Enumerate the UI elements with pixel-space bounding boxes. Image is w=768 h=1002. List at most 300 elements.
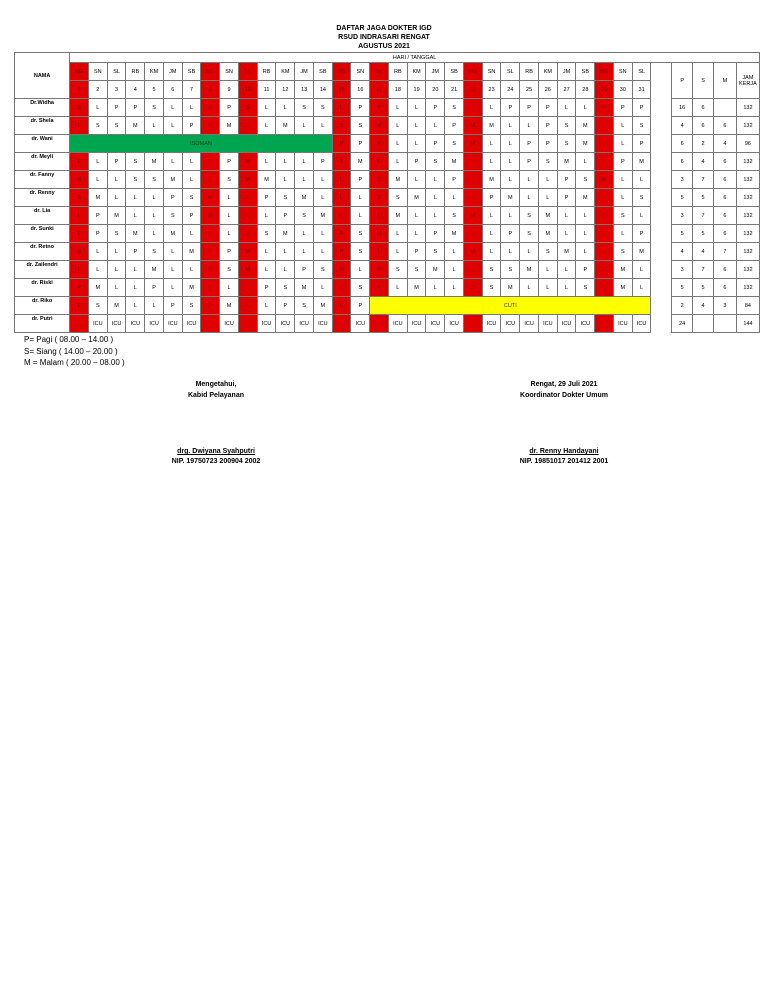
shift-cell: P [370, 99, 389, 117]
day-name-cell: MG [70, 63, 89, 81]
shift-cell: M [70, 243, 89, 261]
date-cell: 1 [70, 81, 89, 99]
shift-cell: L [632, 261, 651, 279]
shift-cell: P [351, 297, 370, 315]
day-name-cell: SN [88, 63, 107, 81]
day-name-cell: MG [595, 63, 614, 81]
shift-cell: M [88, 279, 107, 297]
doctor-name: dr. Shela [15, 117, 70, 135]
shift-cell: P [538, 135, 557, 153]
shift-cell: P [88, 225, 107, 243]
summary-cell-2: 6 [713, 117, 736, 135]
shift-cell: L [332, 171, 351, 189]
shift-cell: P [613, 99, 632, 117]
shift-cell: L [370, 243, 389, 261]
shift-cell: L [313, 243, 332, 261]
shift-cell: S [388, 261, 407, 279]
shift-cell: L [613, 135, 632, 153]
shift-cell: L [107, 243, 126, 261]
shift-cell: L [145, 189, 164, 207]
shift-cell: L [313, 171, 332, 189]
shift-cell: M [407, 279, 426, 297]
shift-cell: M [463, 135, 482, 153]
doctor-name: dr. Zailendri [15, 261, 70, 279]
doctor-row [15, 297, 760, 315]
shift-cell: L [126, 189, 145, 207]
shift-cell: S [332, 153, 351, 171]
day-name-cell: RB [388, 63, 407, 81]
day-name-cell: SL [501, 63, 520, 81]
summary-cell-0: 24 [672, 315, 693, 333]
shift-cell: L [501, 243, 520, 261]
summary-cell-2: 3 [713, 297, 736, 315]
shift-cell: M [163, 171, 182, 189]
shift-cell [463, 315, 482, 333]
shift-cell: M [613, 261, 632, 279]
shift-cell: M [595, 171, 614, 189]
summary-cell-2: 6 [713, 189, 736, 207]
shift-cell: L [313, 189, 332, 207]
shift-cell: L [388, 243, 407, 261]
shift-cell: L [557, 279, 576, 297]
doctor-row [15, 117, 760, 135]
shift-cell: L [613, 117, 632, 135]
shift-cell: M [332, 261, 351, 279]
shift-cell: M [370, 225, 389, 243]
shift-cell: P [107, 153, 126, 171]
shift-cell: S [351, 279, 370, 297]
doctor-row [15, 261, 760, 279]
shift-cell: P [482, 189, 501, 207]
shift-cell: S [220, 171, 239, 189]
shift-cell: P [332, 225, 351, 243]
shift-cell: L [370, 207, 389, 225]
shift-cell: L [576, 225, 595, 243]
day-name-cell: RB [520, 63, 539, 81]
summary-cell-1: 4 [693, 243, 714, 261]
doctor-row [15, 171, 760, 189]
shift-cell: L [388, 153, 407, 171]
shift-cell: M [182, 243, 201, 261]
spacer-cell [651, 189, 672, 207]
summary-cell-1: 5 [693, 225, 714, 243]
shift-cell: S [351, 117, 370, 135]
shift-cell [201, 315, 220, 333]
shift-cell: S [295, 207, 314, 225]
shift-cell: L [482, 153, 501, 171]
doctor-name: Dr.Widha [15, 99, 70, 117]
shift-cell: L [463, 225, 482, 243]
shift-cell: P [276, 297, 295, 315]
shift-cell: S [501, 261, 520, 279]
shift-cell: L [426, 207, 445, 225]
shift-cell: L [426, 189, 445, 207]
shift-cell: L [407, 135, 426, 153]
summary-cell-0: 16 [672, 99, 693, 117]
summary-cell-1: 5 [693, 189, 714, 207]
shift-cell: L [520, 171, 539, 189]
shift-cell: S [613, 243, 632, 261]
summary-cell-3: 132 [736, 261, 759, 279]
shift-cell: L [126, 261, 145, 279]
shift-cell: P [557, 171, 576, 189]
shift-cell: S [595, 279, 614, 297]
summary-header-2: M [713, 63, 736, 99]
shift-cell: S [445, 99, 464, 117]
summary-cell-2: 6 [713, 171, 736, 189]
shift-cell: L [163, 117, 182, 135]
legend-pagi: P= Pagi ( 08.00 – 14.00 ) [24, 335, 114, 344]
shift-cell: L [463, 99, 482, 117]
shift-cell: L [220, 207, 239, 225]
doctor-name: dr. Retno [15, 243, 70, 261]
day-name-cell: SL [238, 63, 257, 81]
shift-cell: P [126, 243, 145, 261]
shift-cell: M [313, 297, 332, 315]
shift-cell: ICU [351, 315, 370, 333]
shift-cell: ICU [182, 315, 201, 333]
shift-cell: S [538, 243, 557, 261]
shift-cell: P [538, 117, 557, 135]
shift-cell: S [88, 117, 107, 135]
shift-cell: L [595, 225, 614, 243]
shift-cell: L [201, 153, 220, 171]
doctor-name: dr. Putri [15, 315, 70, 333]
shift-cell: L [501, 207, 520, 225]
shift-cell: M [220, 117, 239, 135]
shift-cell: M [126, 117, 145, 135]
summary-cell-1: 7 [693, 261, 714, 279]
summary-cell-3: 132 [736, 153, 759, 171]
shift-cell: P [182, 207, 201, 225]
summary-cell-1: 2 [693, 135, 714, 153]
shift-cell: M [482, 171, 501, 189]
shift-cell: L [445, 243, 464, 261]
shift-cell: L [557, 225, 576, 243]
shift-cell: L [557, 99, 576, 117]
shift-cell: P [163, 297, 182, 315]
doctor-name: dr. Sunki [15, 225, 70, 243]
shift-cell: ICU [220, 315, 239, 333]
shift-cell: P [426, 225, 445, 243]
shift-cell: L [295, 117, 314, 135]
shift-cell: L [238, 279, 257, 297]
doctor-name: dr. Meyli [15, 153, 70, 171]
shift-cell: L [70, 153, 89, 171]
doctor-name: dr. Lia [15, 207, 70, 225]
shift-cell: M [388, 207, 407, 225]
shift-cell: S [276, 279, 295, 297]
day-name-cell: JM [163, 63, 182, 81]
hospital-name: RSUD INDRASARI RENGAT [338, 34, 430, 41]
date-cell: 20 [426, 81, 445, 99]
summary-cell-3: 132 [736, 279, 759, 297]
shift-cell: P [445, 117, 464, 135]
shift-cell: ICU [501, 315, 520, 333]
doctor-name: dr. Riko [15, 297, 70, 315]
shift-cell [370, 315, 389, 333]
shift-cell: P [426, 99, 445, 117]
day-name-cell: KM [276, 63, 295, 81]
shift-cell: S [88, 297, 107, 315]
shift-cell: L [445, 261, 464, 279]
shift-cell: L [388, 117, 407, 135]
shift-cell: S [595, 261, 614, 279]
shift-cell [238, 315, 257, 333]
shift-cell: L [632, 171, 651, 189]
shift-cell: L [557, 207, 576, 225]
left-signature-nip: NIP. 19750723 200904 2002 [171, 458, 261, 465]
shift-cell: S [351, 243, 370, 261]
shift-cell: ICU [88, 315, 107, 333]
shift-cell: L [351, 207, 370, 225]
date-cell: 13 [295, 81, 314, 99]
summary-cell-3: 132 [736, 117, 759, 135]
date-cell: 6 [163, 81, 182, 99]
shift-cell: L [182, 153, 201, 171]
summary-cell-2 [713, 315, 736, 333]
shift-cell: P [520, 153, 539, 171]
left-signature-intro: Mengetahui, [195, 381, 237, 388]
shift-cell: P [407, 153, 426, 171]
doctor-name: dr. Wani [15, 135, 70, 153]
spacer-cell [651, 225, 672, 243]
doctor-row [15, 189, 760, 207]
shift-cell: L [426, 117, 445, 135]
shift-cell: M [163, 225, 182, 243]
shift-cell: P [520, 135, 539, 153]
shift-cell: P [613, 153, 632, 171]
shift-cell: L [276, 171, 295, 189]
shift-cell: L [520, 189, 539, 207]
doctor-name: dr. Riski [15, 279, 70, 297]
shift-cell: L [388, 135, 407, 153]
left-signature-name: drg. Dwiyana Syahputri [177, 448, 255, 455]
shift-cell: S [445, 207, 464, 225]
shift-cell: L [257, 99, 276, 117]
summary-cell-0: 5 [672, 279, 693, 297]
shift-cell: M [276, 117, 295, 135]
shift-cell: L [295, 153, 314, 171]
shift-cell: S [332, 117, 351, 135]
shift-cell: ICU [613, 315, 632, 333]
right-signature-name: dr. Renny Handayani [529, 448, 599, 455]
shift-cell: L [201, 171, 220, 189]
day-name-cell: SN [220, 63, 239, 81]
shift-cell: L [70, 207, 89, 225]
shift-cell: M [538, 207, 557, 225]
shift-cell: S [370, 189, 389, 207]
shift-cell: L [295, 243, 314, 261]
right-signature-role: Koordinator Dokter Umum [520, 392, 608, 399]
day-name-cell: MG [201, 63, 220, 81]
shift-cell: M [613, 279, 632, 297]
shift-cell: L [182, 261, 201, 279]
shift-cell: P [351, 99, 370, 117]
shift-cell: P [332, 243, 351, 261]
shift-cell: M [501, 279, 520, 297]
shift-cell: S [576, 171, 595, 189]
summary-cell-1: 4 [693, 153, 714, 171]
shift-cell: P [201, 297, 220, 315]
day-name-cell: SN [613, 63, 632, 81]
shift-cell: S [107, 117, 126, 135]
day-name-cell: SN [482, 63, 501, 81]
doctor-row [15, 207, 760, 225]
shift-cell: L [332, 297, 351, 315]
shift-cell: L [632, 207, 651, 225]
summary-cell-3: 132 [736, 225, 759, 243]
summary-cell-1: 7 [693, 207, 714, 225]
shift-cell: L [220, 225, 239, 243]
shift-cell: P [351, 171, 370, 189]
date-cell: 4 [126, 81, 145, 99]
shift-cell: L [313, 117, 332, 135]
summary-cell-1 [693, 315, 714, 333]
shift-cell: L [126, 279, 145, 297]
shift-cell: L [145, 117, 164, 135]
shift-cell: L [220, 189, 239, 207]
shift-cell: L [332, 99, 351, 117]
shift-cell: M [201, 207, 220, 225]
shift-cell: L [107, 171, 126, 189]
shift-cell: L [520, 117, 539, 135]
summary-cell-3: 132 [736, 171, 759, 189]
date-cell: 25 [520, 81, 539, 99]
date-cell: 10 [238, 81, 257, 99]
shift-cell: M [557, 243, 576, 261]
shift-cell: P [257, 279, 276, 297]
shift-cell: M [576, 135, 595, 153]
roster-period: AGUSTUS 2021 [358, 43, 410, 50]
shift-cell: L [463, 189, 482, 207]
summary-cell-1: 4 [693, 297, 714, 315]
summary-cell-1: 6 [693, 99, 714, 117]
shift-cell: L [126, 297, 145, 315]
shift-cell: M [107, 297, 126, 315]
day-name-cell: JM [426, 63, 445, 81]
shift-cell: S [313, 99, 332, 117]
date-cell: 26 [538, 81, 557, 99]
shift-cell: M [276, 225, 295, 243]
spacer-cell [651, 207, 672, 225]
shift-cell: L [463, 153, 482, 171]
summary-cell-3: 132 [736, 99, 759, 117]
shift-cell: L [238, 117, 257, 135]
summary-cell-0: 3 [672, 261, 693, 279]
shift-cell: L [163, 99, 182, 117]
shift-cell [595, 315, 614, 333]
shift-cell: S [70, 99, 89, 117]
summary-cell-3: 132 [736, 189, 759, 207]
shift-cell: ICU [276, 315, 295, 333]
summary-cell-2: 7 [713, 243, 736, 261]
doctor-row [15, 279, 760, 297]
spacer-cell [651, 261, 672, 279]
shift-cell: S [520, 225, 539, 243]
shift-cell: S [482, 261, 501, 279]
shift-cell: S [445, 135, 464, 153]
right-signature-nip: NIP. 19851017 201412 2001 [519, 458, 609, 465]
spacer-cell [651, 279, 672, 297]
shift-cell: L [501, 117, 520, 135]
date-cell: 22 [463, 81, 482, 99]
date-cell: 24 [501, 81, 520, 99]
date-cell: 3 [107, 81, 126, 99]
shift-cell: L [107, 261, 126, 279]
shift-cell [70, 315, 89, 333]
shift-cell: L [88, 171, 107, 189]
shift-cell: ICU [107, 315, 126, 333]
summary-cell-3: 132 [736, 243, 759, 261]
day-name-cell: RB [126, 63, 145, 81]
shift-cell: L [557, 261, 576, 279]
shift-cell: M [257, 171, 276, 189]
shift-cell: ICU [557, 315, 576, 333]
summary-cell-2 [713, 99, 736, 117]
shift-cell: P [538, 99, 557, 117]
shift-cell: P [88, 207, 107, 225]
shift-cell: L [295, 225, 314, 243]
shift-cell: M [220, 297, 239, 315]
shift-cell: ICU [295, 315, 314, 333]
summary-cell-2: 6 [713, 261, 736, 279]
shift-cell: M [463, 207, 482, 225]
shift-cell: S [426, 153, 445, 171]
shift-cell: S [126, 153, 145, 171]
day-name-cell: SN [351, 63, 370, 81]
summary-cell-1: 5 [693, 279, 714, 297]
shift-cell: L [538, 261, 557, 279]
shift-cell: S [520, 207, 539, 225]
shift-cell: L [501, 153, 520, 171]
shift-cell: M [463, 117, 482, 135]
shift-cell: P [501, 225, 520, 243]
shift-cell: S [182, 189, 201, 207]
shift-cell: S [163, 207, 182, 225]
shift-cell: P [201, 261, 220, 279]
summary-cell-0: 2 [672, 297, 693, 315]
date-cell: 7 [182, 81, 201, 99]
shift-cell: M [238, 261, 257, 279]
shift-cell: L [407, 99, 426, 117]
summary-cell-0: 3 [672, 207, 693, 225]
date-cell: 27 [557, 81, 576, 99]
date-cell: 16 [351, 81, 370, 99]
shift-cell: L [182, 99, 201, 117]
shift-cell: P [351, 135, 370, 153]
shift-cell: L [388, 225, 407, 243]
shift-cell: P [501, 99, 520, 117]
spacer-cell [651, 117, 672, 135]
shift-cell: ICU [163, 315, 182, 333]
summary-cell-3: 132 [736, 207, 759, 225]
shift-cell: S [370, 171, 389, 189]
shift-cell: ICU [257, 315, 276, 333]
shift-cell: L [257, 153, 276, 171]
leave-band: ISOMAN [70, 135, 333, 153]
shift-cell: L [595, 243, 614, 261]
shift-cell: L [332, 279, 351, 297]
shift-cell: L [313, 279, 332, 297]
summary-cell-2: 6 [713, 279, 736, 297]
shift-cell: L [276, 99, 295, 117]
shift-cell: L [576, 153, 595, 171]
day-name-cell: SB [313, 63, 332, 81]
shift-cell: S [632, 117, 651, 135]
shift-cell: S [632, 189, 651, 207]
date-cell: 23 [482, 81, 501, 99]
